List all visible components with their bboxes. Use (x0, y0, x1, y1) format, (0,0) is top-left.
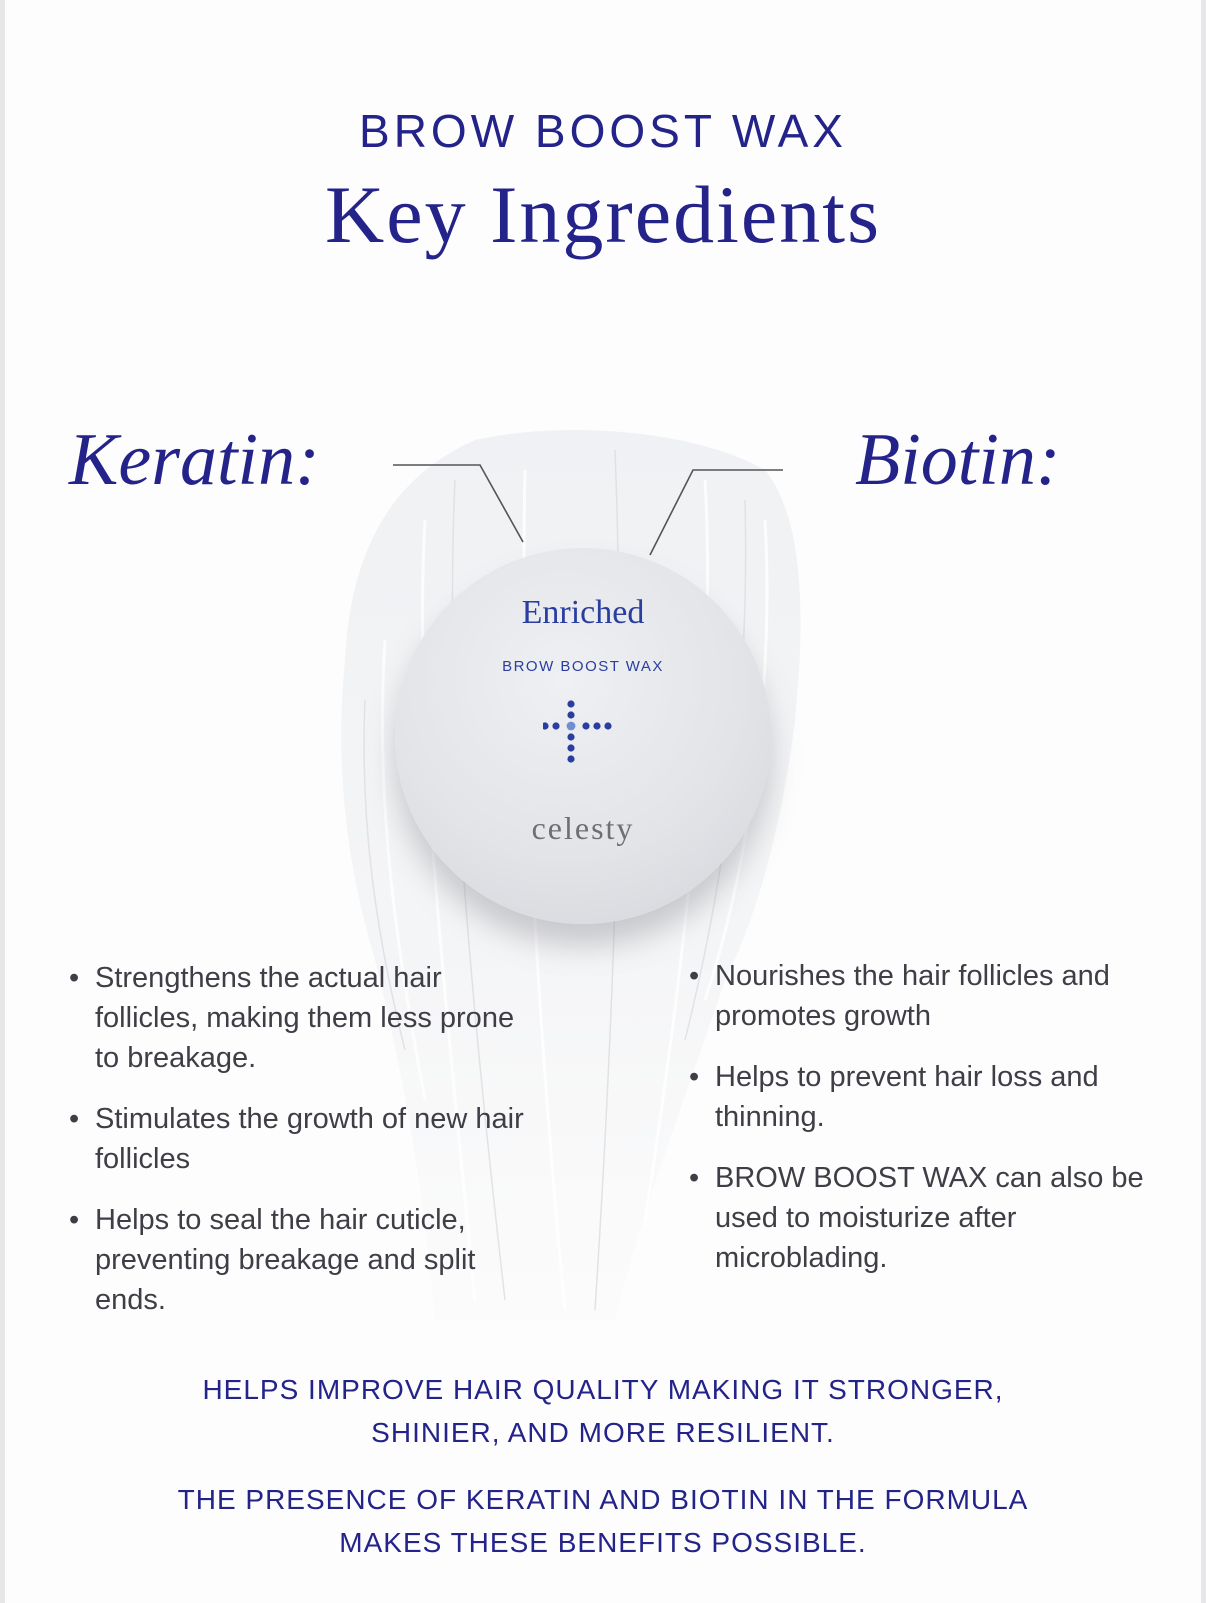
footer-line-2: THE PRESENCE OF KERATIN AND BIOTIN IN THE FORMULA MAKES THESE BENEFITS POSSIBLE. (177, 1484, 1029, 1558)
biotin-heading: Biotin: (855, 419, 1061, 501)
jar-product-subname: BROW BOOST WAX (502, 658, 664, 675)
list-item: • Nourishes the hair follicles and promotes growth (689, 956, 1159, 1036)
list-item: • Helps to prevent hair loss and thinning. (689, 1057, 1159, 1137)
product-jar (395, 548, 771, 924)
list-item: • BROW BOOST WAX can also be used to moisturize after microblading. (689, 1158, 1159, 1278)
list-item: • Stimulates the growth of new hair follicles (69, 1099, 539, 1179)
brand-logo: celesty (531, 810, 635, 846)
biotin-benefits-list (689, 956, 1159, 1299)
jar-product-name: Enriched (521, 594, 645, 631)
keratin-heading: Keratin: (69, 419, 320, 501)
list-item: • Strengthens the actual hair follicles, making them less prone to breakage. (69, 958, 539, 1078)
footer-benefit-text (5, 1368, 1201, 1454)
footer-line-1: HELPS IMPROVE HAIR QUALITY MAKING IT STRONGER, SHINIER, AND MORE RESILIENT. (202, 1374, 1004, 1448)
footer-formula-text (5, 1478, 1201, 1564)
list-item: • Helps to seal the hair cuticle, preventing breakage and split ends. (69, 1200, 539, 1320)
keratin-benefits-list (69, 958, 539, 1341)
page-title: Key Ingredients (325, 169, 881, 260)
subtitle: BROW BOOST WAX (359, 105, 847, 157)
dotted-cross-icon (543, 696, 623, 776)
